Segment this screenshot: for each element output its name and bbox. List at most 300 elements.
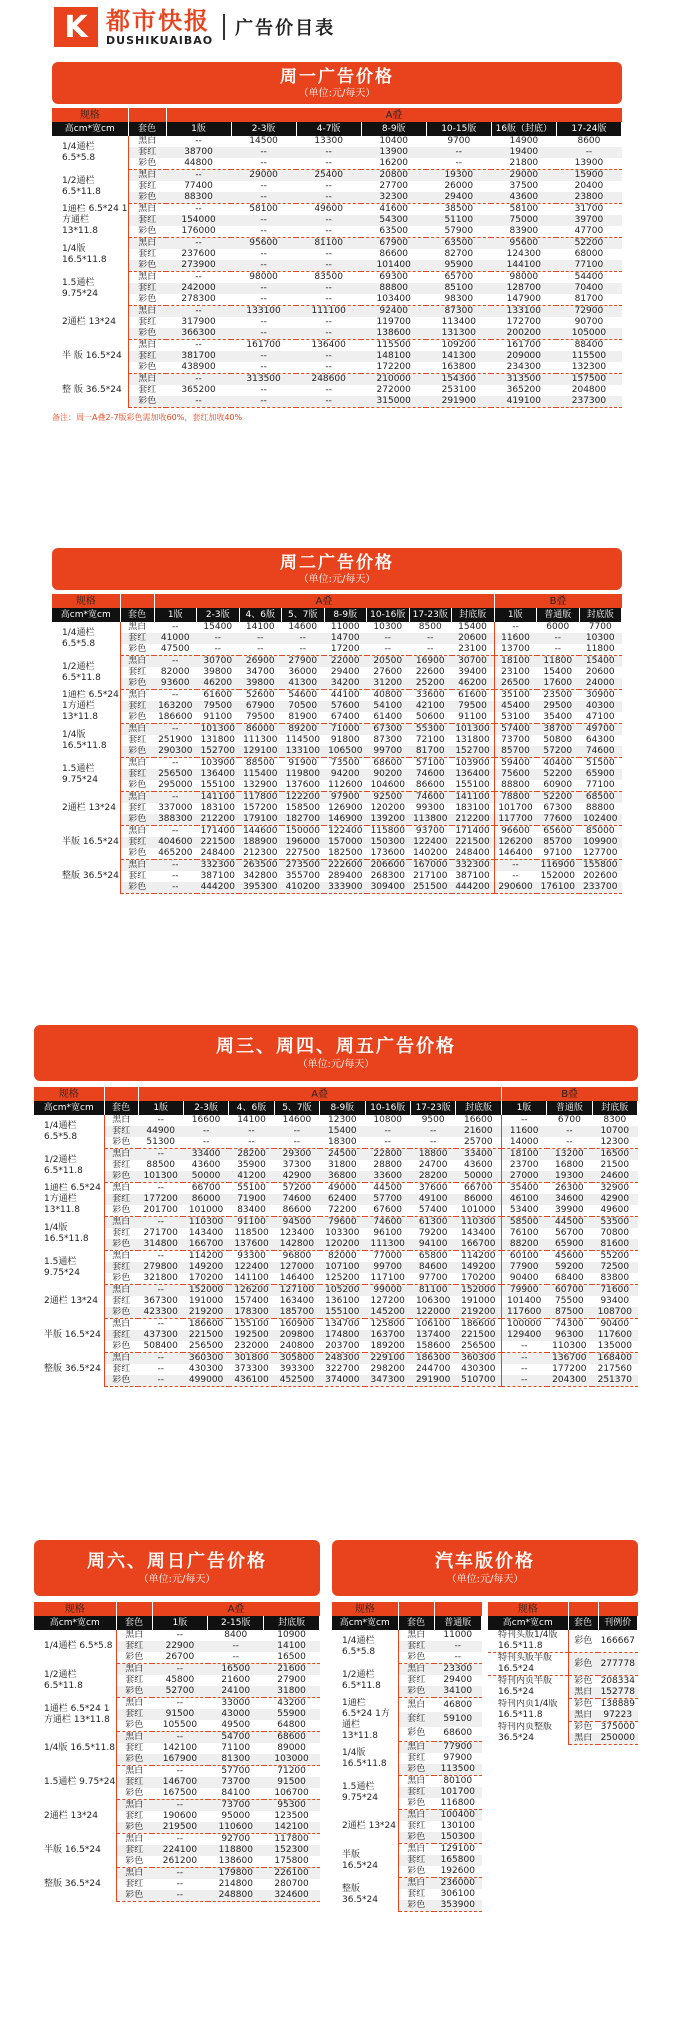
price-cell: 13300	[314, 136, 343, 146]
price-cell: 91100	[452, 712, 495, 724]
price-cell: 11600	[494, 633, 537, 644]
color-cell: 彩色	[116, 1890, 152, 1902]
price-cell: 49600	[314, 204, 343, 214]
column-header: 套色	[104, 1101, 138, 1115]
price-cell: --	[410, 1126, 455, 1137]
price-cell: 49100	[410, 1194, 455, 1205]
color-cell: 套红	[104, 1194, 138, 1205]
price-cell: 68600	[373, 758, 403, 768]
size-label: 1通栏 6.5*24 1方通栏 13*11.8	[332, 1698, 398, 1742]
price-cell: 50800	[543, 735, 573, 745]
price-cell: 79200	[418, 1228, 448, 1238]
price-cell: 219200	[456, 1307, 501, 1319]
price-cell: 75000	[491, 215, 556, 226]
price-cell: 101700	[498, 803, 533, 813]
price-cell: 99000	[365, 1285, 410, 1297]
price-cell: 60100	[509, 1251, 539, 1261]
price-cell: 88800	[361, 283, 426, 294]
price-cell: 256500	[456, 1341, 501, 1353]
price-cell: 73700	[501, 735, 530, 745]
price-cell: 177200	[138, 1194, 183, 1205]
price-cell: --	[296, 283, 361, 294]
price-cell: 172700	[506, 317, 542, 327]
color-cell: 黑白	[128, 374, 166, 386]
price-cell: 67900	[239, 701, 282, 712]
price-cell: 186300	[410, 1353, 455, 1365]
column-header: 套色	[128, 122, 166, 136]
price-cell: --	[274, 1126, 319, 1137]
color-cell: 彩色	[128, 396, 166, 408]
price-cell: 430300	[461, 1364, 496, 1374]
table-row	[34, 1868, 320, 1880]
price-cell: 290600	[494, 882, 537, 894]
price-cell: 33000	[221, 1698, 251, 1708]
price-cell: 16600	[463, 1115, 493, 1125]
size-label: 2通栏 13*24	[52, 306, 128, 340]
spec-header: 规格	[52, 108, 128, 122]
price-cell: 103900	[455, 758, 490, 768]
weekend-table-body	[34, 1630, 320, 1902]
monday-note: 备注：周一A叠2-7版彩色需加收60%，套红加收40%	[52, 413, 243, 422]
price-cell: 18100	[494, 656, 537, 668]
price-cell: 51100	[426, 215, 491, 226]
price-cell: 25200	[409, 678, 452, 690]
price-cell: 9700	[447, 136, 471, 146]
price-cell: 183100	[455, 803, 490, 813]
column-header: 封底版	[579, 608, 622, 622]
price-cell: 30700	[452, 656, 495, 668]
table-row	[34, 1364, 638, 1375]
table-row	[52, 848, 622, 860]
price-cell: --	[157, 1319, 164, 1329]
size-label: 半版 16.5*24	[34, 1834, 116, 1868]
price-cell: 15400	[579, 656, 622, 668]
price-cell: --	[231, 351, 296, 362]
table-row	[52, 249, 622, 260]
column-header: 封底版	[592, 1101, 637, 1115]
price-cell: --	[231, 226, 296, 238]
price-cell: 39800	[239, 678, 282, 690]
price-cell: 78800	[494, 792, 537, 804]
price-cell: 70400	[556, 283, 621, 294]
price-cell: 324600	[264, 1890, 320, 1902]
price-cell: 248300	[320, 1353, 365, 1365]
color-cell: 彩色	[104, 1239, 138, 1251]
color-cell: 黑白	[104, 1217, 138, 1229]
price-cell: 54100	[367, 701, 410, 712]
price-cell: 273900	[166, 260, 231, 272]
color-cell: 黑白	[116, 1800, 152, 1812]
auto-price-table	[332, 1602, 482, 1912]
price-cell: 313500	[491, 374, 556, 386]
price-cell: --	[138, 1375, 183, 1387]
monday-section	[52, 62, 622, 423]
price-cell: 57600	[324, 701, 367, 712]
price-cell: 221500	[452, 837, 495, 848]
price-cell: 75500	[555, 1296, 584, 1306]
price-cell: 45400	[494, 701, 537, 712]
price-cell: 136400	[311, 340, 346, 350]
price-cell: 35400	[509, 1183, 539, 1193]
size-label: 整版 36.5*24	[34, 1868, 116, 1902]
price-cell: 163700	[365, 1330, 410, 1341]
price-cell: --	[537, 633, 580, 644]
price-cell: 33400	[456, 1149, 501, 1161]
price-cell: 50600	[409, 712, 452, 724]
stack-a-header: A叠	[166, 108, 622, 122]
price-cell: 148100	[361, 351, 426, 362]
price-cell: --	[231, 158, 296, 170]
price-cell: --	[325, 385, 332, 395]
color-cell: 黑白	[112, 1251, 131, 1261]
price-cell: 126200	[229, 1285, 274, 1297]
price-cell: 20600	[452, 633, 495, 644]
color-cell: 彩色	[120, 746, 154, 758]
price-cell: --	[154, 882, 197, 894]
price-cell: 132900	[239, 780, 282, 792]
price-cell: 360300	[183, 1353, 228, 1365]
price-cell: 31200	[367, 678, 410, 690]
price-cell: 13700	[494, 644, 537, 656]
color-cell: 黑白	[120, 724, 154, 736]
table-row	[34, 1194, 638, 1205]
price-cell: 42100	[409, 701, 452, 712]
price-cell: 152000	[183, 1285, 228, 1297]
price-cell: 58100	[249, 204, 278, 214]
price-cell: 172200	[361, 362, 426, 374]
price-cell: 209800	[274, 1330, 319, 1341]
price-cell: 332300	[197, 860, 240, 872]
color-cell: 彩色	[120, 882, 154, 894]
brand-pinyin: DUSHIKUAIBAO	[106, 33, 214, 47]
color-cell: 黑白	[128, 622, 147, 632]
color-cell: 套红	[125, 1675, 144, 1685]
size-label: 1/4通栏 6.5*5.8	[52, 622, 120, 656]
price-cell: 28200	[410, 1171, 455, 1183]
price-cell: --	[152, 1664, 208, 1676]
price-cell: --	[152, 1890, 208, 1902]
price-cell: 423300	[138, 1307, 183, 1319]
price-cell: 237600	[181, 249, 216, 259]
price-cell: 17600	[537, 678, 580, 690]
table-row	[52, 667, 622, 678]
color-cell: 彩色	[398, 1866, 434, 1878]
price-cell: 137600	[229, 1239, 274, 1251]
color-cell: 黑白	[138, 340, 157, 350]
price-cell: 49600	[592, 1205, 637, 1217]
size-label: 整版 36.5*24	[34, 1353, 104, 1387]
color-cell: 黑白	[104, 1353, 138, 1365]
price-cell: 103400	[361, 294, 426, 306]
price-cell: 14100	[264, 1641, 320, 1652]
logo-icon: K	[54, 7, 98, 47]
price-cell: 268300	[370, 871, 405, 881]
color-cell: 彩色	[574, 1722, 593, 1732]
table-row	[332, 1698, 482, 1713]
price-cell: 171400	[200, 826, 235, 836]
brand-name: 都市快报	[106, 6, 210, 35]
price-cell: 56700	[555, 1228, 584, 1238]
price-cell: 122400	[328, 826, 363, 836]
brand	[106, 6, 214, 47]
price-cell: 366300	[166, 328, 231, 340]
color-cell: 套红	[112, 1296, 131, 1306]
price-cell: 91500	[152, 1709, 208, 1720]
price-cell: 373300	[234, 1364, 269, 1374]
section-title: 周六、周日广告价格	[87, 1551, 267, 1572]
price-cell: 110300	[547, 1341, 592, 1353]
price-cell: 85700	[494, 746, 537, 758]
table-row	[52, 192, 622, 204]
price-cell: 115500	[376, 340, 411, 350]
table-row	[52, 238, 622, 250]
size-label: 特刊头版1/4版 16.5*11.8	[488, 1630, 568, 1653]
price-cell: 21500	[600, 1160, 630, 1170]
price-cell: 510700	[456, 1375, 501, 1387]
column-header: 5、7版	[274, 1101, 319, 1115]
price-cell: 101300	[138, 1171, 183, 1183]
price-cell: 139200	[367, 814, 410, 826]
price-cell: 97100	[537, 848, 580, 860]
price-cell: 131300	[426, 328, 491, 340]
price-cell: 52600	[245, 690, 275, 700]
price-cell: 201700	[138, 1205, 183, 1217]
price-cell: 104600	[367, 780, 410, 792]
price-cell: 93300	[237, 1251, 266, 1261]
price-cell: 322700	[325, 1364, 360, 1374]
price-cell: 114500	[285, 735, 320, 745]
price-cell: 19300	[426, 170, 491, 182]
price-cell: 88500	[245, 758, 275, 768]
table-row	[332, 1664, 482, 1676]
table-row	[52, 690, 622, 702]
price-cell: --	[176, 1630, 184, 1640]
price-cell: 10900	[277, 1630, 306, 1640]
table-row	[52, 226, 622, 238]
price-cell: 83500	[314, 272, 343, 282]
color-cell: 套红	[120, 837, 154, 848]
special-issue-table	[488, 1602, 638, 1745]
size-label: 1/4通栏 6.5*5.8	[34, 1630, 116, 1664]
price-cell: 23800	[556, 192, 621, 204]
price-cell: 45600	[555, 1251, 584, 1261]
price-cell: 120200	[370, 803, 405, 813]
price-cell: 74600	[409, 769, 452, 780]
price-cell: 155800	[579, 860, 622, 872]
price-cell: 128700	[491, 283, 556, 294]
price-cell: 263500	[239, 860, 282, 872]
price-cell: 166700	[456, 1239, 501, 1251]
table-row	[52, 882, 622, 894]
price-cell: 136400	[197, 769, 240, 780]
size-label: 半版 16.5*24	[52, 826, 120, 860]
price-cell: 115400	[239, 769, 282, 780]
table-row	[34, 1330, 638, 1341]
price-cell: 42900	[592, 1194, 637, 1205]
color-cell: 彩色	[120, 848, 154, 860]
price-cell: 229100	[365, 1353, 410, 1365]
price-cell: 23500	[543, 690, 573, 700]
price-cell: --	[157, 1115, 164, 1125]
price-cell: 133100	[491, 306, 556, 318]
price-cell: 79900	[501, 1285, 546, 1297]
spec-header: 规格	[34, 1602, 116, 1616]
column-header: 普通版	[434, 1616, 482, 1630]
color-cell: 彩色	[120, 644, 154, 656]
price-cell: 29500	[537, 701, 580, 712]
price-cell: 103300	[325, 1228, 360, 1238]
column-header: 高cm*宽cm	[488, 1616, 568, 1630]
color-cell: 彩色	[120, 780, 154, 792]
price-cell: 74600	[365, 1217, 410, 1229]
price-cell: 93700	[415, 826, 445, 836]
price-cell: 115500	[556, 351, 621, 362]
price-cell: 65800	[418, 1251, 448, 1261]
color-cell: 套红	[104, 1262, 138, 1273]
price-cell: 71200	[277, 1766, 306, 1776]
weekend-banner	[34, 1540, 320, 1596]
price-cell: 106100	[415, 1319, 451, 1329]
price-cell: 16500	[264, 1652, 320, 1664]
size-label: 1.5通栏 9.75*24	[52, 272, 128, 306]
price-cell: 152300	[264, 1845, 320, 1856]
color-cell: 彩色	[116, 1754, 152, 1766]
price-cell: 237300	[556, 396, 621, 408]
price-cell: 88800	[585, 803, 615, 813]
price-cell: 67900	[361, 238, 426, 250]
price-cell: 342800	[243, 871, 278, 881]
price-cell: 236000	[434, 1878, 482, 1890]
price-cell: --	[229, 1137, 274, 1149]
column-header: 4、6版	[229, 1101, 274, 1115]
price-cell: 176100	[537, 882, 580, 894]
price-cell: --	[176, 1698, 184, 1708]
price-cell: 23100	[452, 644, 495, 656]
table-row	[52, 351, 622, 362]
price-cell: 136400	[452, 769, 495, 780]
section-unit: （单位:元/每天）	[446, 1574, 524, 1585]
price-cell: --	[154, 792, 197, 804]
price-cell: 39800	[203, 667, 233, 677]
price-cell: 50000	[183, 1171, 228, 1183]
price-cell: 142800	[274, 1239, 319, 1251]
column-header: 普通版	[547, 1101, 592, 1115]
price-cell: 47100	[579, 712, 622, 724]
section-unit: （单位:元/每天）	[297, 1059, 375, 1070]
table-row	[52, 294, 622, 306]
price-cell: 147900	[491, 294, 556, 306]
price-cell: 142100	[162, 1743, 198, 1753]
monday-table-body	[52, 136, 622, 408]
size-label: 1.5通栏 9.75*24	[52, 758, 120, 792]
price-cell: --	[520, 1364, 528, 1374]
price-cell: 108700	[592, 1307, 637, 1319]
price-cell: 37500	[509, 181, 539, 191]
price-cell: 6000	[546, 622, 570, 632]
price-cell: 15400	[320, 1126, 365, 1137]
price-cell: 10700	[592, 1126, 637, 1137]
color-cell: 彩色	[116, 1686, 152, 1698]
tuesday-section	[52, 548, 622, 894]
price-cell: 452500	[274, 1375, 319, 1387]
price-cell: 333900	[324, 882, 367, 894]
price-cell: 248400	[452, 848, 495, 860]
price-cell: 96800	[282, 1251, 312, 1261]
price-cell: 26000	[444, 181, 474, 191]
price-cell: 85700	[537, 837, 580, 848]
price-cell: 16200	[361, 158, 426, 170]
price-cell: 100400	[434, 1810, 482, 1822]
size-label: 1/2通栏 6.5*11.8	[34, 1664, 116, 1698]
price-cell: 44100	[330, 690, 360, 700]
section-unit: （单位:元/每天）	[138, 1574, 216, 1585]
price-cell: 444200	[197, 882, 240, 894]
price-cell: 114200	[461, 1251, 496, 1261]
color-cell: 套红	[120, 701, 154, 712]
color-cell: 彩色	[398, 1686, 434, 1698]
price-cell: 59200	[547, 1262, 592, 1273]
price-cell: --	[195, 272, 202, 282]
price-cell: 30900	[585, 690, 615, 700]
price-cell: 141100	[197, 792, 240, 804]
price-cell: 117800	[274, 1834, 309, 1844]
column-header: 高cm*宽cm	[52, 608, 120, 622]
wed-fri-table-body	[34, 1115, 638, 1387]
price-cell: 67300	[543, 803, 573, 813]
price-cell: 53100	[494, 712, 537, 724]
price-cell: 97700	[410, 1273, 455, 1285]
color-cell: 套红	[116, 1709, 152, 1720]
price-cell: --	[512, 871, 519, 881]
price-cell: 160900	[279, 1319, 315, 1329]
table-row	[34, 1205, 638, 1217]
price-cell: 117600	[592, 1330, 637, 1341]
price-cell: --	[547, 1126, 592, 1137]
price-cell: 88200	[501, 1239, 546, 1251]
price-cell: 86000	[239, 724, 282, 736]
color-cell: 套红	[128, 803, 147, 813]
price-cell: 68500	[579, 792, 622, 804]
price-cell: 88300	[166, 192, 231, 204]
price-cell: 14000	[501, 1137, 546, 1149]
price-cell: 99700	[367, 746, 410, 758]
price-cell: 166700	[183, 1239, 228, 1251]
color-cell: 彩色	[104, 1205, 138, 1217]
auto-table-body	[332, 1630, 482, 1912]
table-row	[52, 758, 622, 770]
price-cell: 61300	[410, 1217, 455, 1229]
section-title: 周一广告价格	[280, 67, 394, 87]
price-cell: 19400	[491, 147, 556, 158]
color-cell: 黑白	[125, 1630, 144, 1640]
price-cell: 161700	[246, 340, 281, 350]
wed-fri-section	[34, 1025, 638, 1387]
price-cell: 118800	[208, 1845, 264, 1856]
price-cell: 131800	[455, 735, 490, 745]
wed-fri-banner	[34, 1025, 638, 1081]
column-header: 封底版	[452, 608, 495, 622]
price-cell: 204800	[571, 385, 607, 395]
color-cell: 黑白	[116, 1868, 152, 1880]
price-cell: 51500	[585, 758, 615, 768]
color-cell: 套红	[138, 181, 157, 191]
price-cell: 261200	[152, 1856, 208, 1868]
price-cell: 105200	[320, 1285, 365, 1297]
price-cell: 192500	[229, 1330, 274, 1341]
price-cell: 214800	[218, 1879, 253, 1889]
price-cell: 103900	[200, 758, 235, 768]
price-cell: 23700	[509, 1160, 539, 1170]
